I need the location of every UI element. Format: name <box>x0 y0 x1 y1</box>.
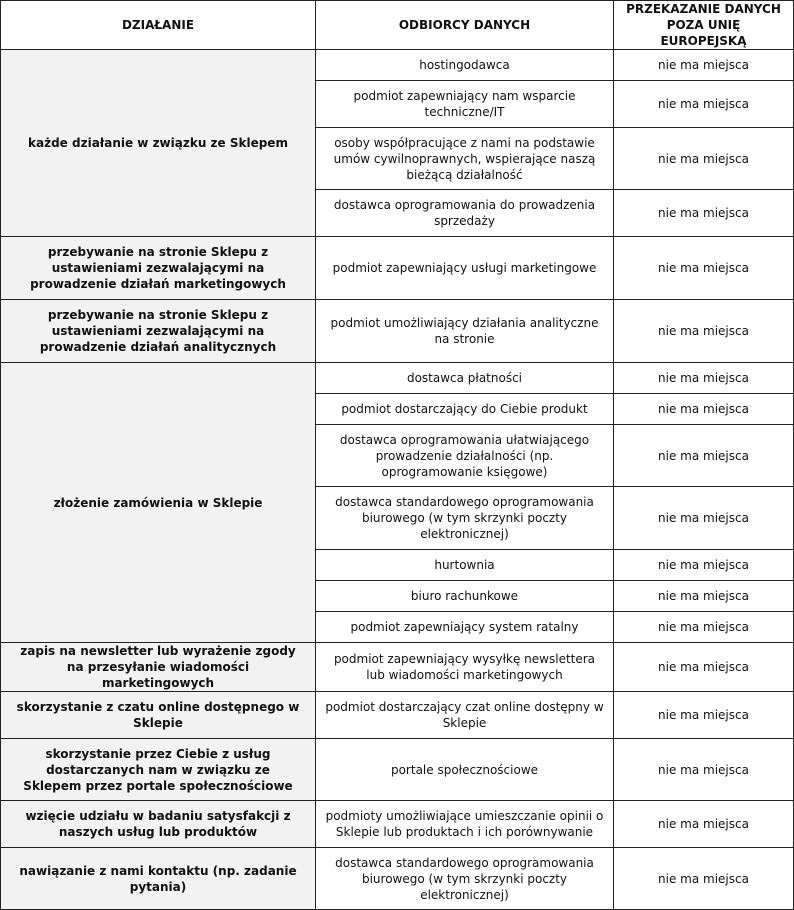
transfer-cell: nie ma miejsca <box>614 237 794 300</box>
transfer-cell: nie ma miejsca <box>614 363 794 394</box>
header-action: DZIAŁANIE <box>1 1 316 50</box>
table-row <box>1 363 794 394</box>
recipient-cell: dostawca standardowego oprogramowania biurowego (w tym skrzynki poczty elektronicznej) <box>316 487 614 550</box>
recipient-cell: podmiot dostarczający czat online dostępny w Sklepie <box>316 692 614 739</box>
recipient-cell: podmiot umożliwiający działania analityczne na stronie <box>316 300 614 363</box>
recipient-cell: hurtownia <box>316 550 614 581</box>
recipient-cell: podmiot zapewniający nam wsparcie techniczne/IT <box>316 81 614 128</box>
header-transfer: PRZEKAZANIE DANYCH POZA UNIĘ EUROPEJSKĄ <box>614 1 794 50</box>
transfer-cell: nie ma miejsca <box>614 550 794 581</box>
recipient-cell: podmioty umożliwiające umieszczanie opinii o Sklepie lub produktach i ich porównywanie <box>316 801 614 848</box>
recipient-cell: podmiot dostarczający do Ciebie produkt <box>316 394 614 425</box>
recipient-cell: dostawca płatności <box>316 363 614 394</box>
recipient-cell: dostawca oprogramowania ułatwiającego prowadzenie działalności (np. oprogramowanie księgowe) <box>316 425 614 487</box>
action-cell: każde działanie w związku ze Sklepem <box>1 50 316 237</box>
transfer-cell: nie ma miejsca <box>614 394 794 425</box>
transfer-cell: nie ma miejsca <box>614 848 794 910</box>
transfer-cell: nie ma miejsca <box>614 581 794 612</box>
transfer-cell: nie ma miejsca <box>614 487 794 550</box>
table-row <box>1 237 794 300</box>
action-cell: skorzystanie przez Ciebie z usług dostarczanych nam w związku ze Sklepem przez portale społecznościowe <box>1 739 316 801</box>
action-cell: przebywanie na stronie Sklepu z ustawieniami zezwalającymi na prowadzenie działań analitycznych <box>1 300 316 363</box>
transfer-cell: nie ma miejsca <box>614 612 794 643</box>
recipient-cell: podmiot zapewniający usługi marketingowe <box>316 237 614 300</box>
transfer-cell: nie ma miejsca <box>614 128 794 190</box>
action-cell: skorzystanie z czatu online dostępnego w Sklepie <box>1 692 316 739</box>
table-body <box>1 50 794 910</box>
table-row <box>1 801 794 848</box>
table-row <box>1 643 794 692</box>
action-cell: nawiązanie z nami kontaktu (np. zadanie pytania) <box>1 848 316 910</box>
table-row <box>1 848 794 910</box>
recipient-cell: hostingodawca <box>316 50 614 81</box>
recipient-cell: podmiot zapewniający system ratalny <box>316 612 614 643</box>
transfer-cell: nie ma miejsca <box>614 50 794 81</box>
action-cell: przebywanie na stronie Sklepu z ustawieniami zezwalającymi na prowadzenie działań marketingowych <box>1 237 316 300</box>
header-recipients: ODBIORCY DANYCH <box>316 1 614 50</box>
recipient-cell: biuro rachunkowe <box>316 581 614 612</box>
transfer-cell: nie ma miejsca <box>614 643 794 692</box>
transfer-cell: nie ma miejsca <box>614 425 794 487</box>
action-cell: wzięcie udziału w badaniu satysfakcji z naszych usług lub produktów <box>1 801 316 848</box>
transfer-cell: nie ma miejsca <box>614 739 794 801</box>
transfer-cell: nie ma miejsca <box>614 300 794 363</box>
transfer-cell: nie ma miejsca <box>614 692 794 739</box>
table-row <box>1 50 794 81</box>
recipient-cell: dostawca oprogramowania do prowadzenia sprzedaży <box>316 190 614 237</box>
recipient-cell: dostawca standardowego oprogramowania biurowego (w tym skrzynki poczty elektronicznej) <box>316 848 614 910</box>
transfer-cell: nie ma miejsca <box>614 801 794 848</box>
recipient-cell: osoby współpracujące z nami na podstawie umów cywilnoprawnych, wspierające naszą bieżącą działalność <box>316 128 614 190</box>
action-cell: złożenie zamówienia w Sklepie <box>1 363 316 643</box>
table-row <box>1 739 794 801</box>
transfer-cell: nie ma miejsca <box>614 190 794 237</box>
table-row <box>1 300 794 363</box>
table-header-row <box>1 1 794 50</box>
transfer-cell: nie ma miejsca <box>614 81 794 128</box>
recipient-cell: podmiot zapewniający wysyłkę newslettera lub wiadomości marketingowych <box>316 643 614 692</box>
table-row <box>1 692 794 739</box>
recipient-cell: portale społecznościowe <box>316 739 614 801</box>
action-cell: zapis na newsletter lub wyrażenie zgody na przesyłanie wiadomości marketingowych <box>1 643 316 692</box>
